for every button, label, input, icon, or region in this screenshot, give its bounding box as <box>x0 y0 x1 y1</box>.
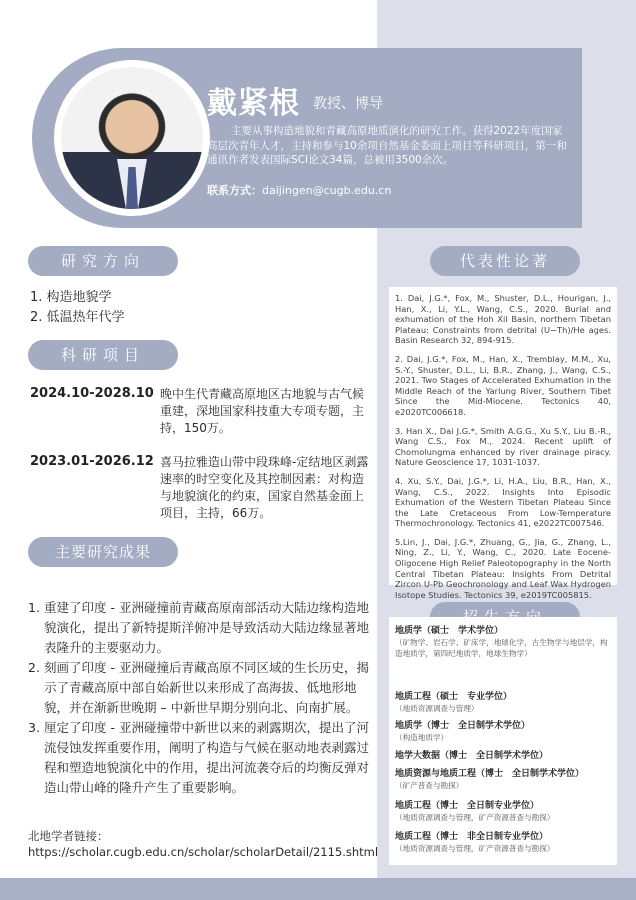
papers-heading: 代表性论著 <box>430 246 580 276</box>
list-item: 2. 低温热年代学 <box>30 310 125 325</box>
project-desc: 晚中生代青藏高原地区古地貌与古气候重建，深地国家科技重大专项专题，主持，150万。 <box>160 387 365 435</box>
person-name: 戴紧根 <box>207 86 300 121</box>
scholar-link[interactable]: https://scholar.cugb.edu.cn/scholar/scholarDetail/2115.shtml <box>28 845 379 859</box>
paper-entry: 4. Xu, S.Y., Dai, J.G.*, Li, H.A., Liu, B.R., Han, X., Wang, C.S., 2022. Insights Into Episodic Exhumation of the Western Tibetan Plateau Since the Late Cretaceous From Low-Temperature Thermochronology. Tectonics 41, e2022TC007546. <box>395 475 611 529</box>
admission-degree: 地质学（博士 全日制学术学位） <box>395 721 531 731</box>
project-date: 2024.10-2028.10 <box>30 386 154 401</box>
project-date: 2023.01-2026.12 <box>30 454 154 469</box>
admission-degree: 地质工程（博士 全日制专业学位） <box>395 801 540 811</box>
research-heading: 研究方向 <box>28 246 178 276</box>
admission-detail: （地质资源调查与管理，矿产资源普查与勘探） <box>395 813 555 822</box>
admission-panel <box>389 617 617 865</box>
person-title: 教授、博导 <box>313 96 383 112</box>
item-number: 3. <box>28 720 40 735</box>
admission-detail: （地质资源调查与管理，矿产资源普查与勘探） <box>395 844 555 853</box>
list-item: 1. 构造地貌学 <box>30 290 112 305</box>
list-item <box>28 718 373 798</box>
achievements-heading: 主要研究成果 <box>28 537 178 567</box>
item-number: 2. <box>28 660 40 675</box>
item-number: 1. <box>28 600 40 615</box>
research-list <box>30 288 125 328</box>
list-item <box>28 658 373 718</box>
admission-degree: 地质学（硕士 学术学位） <box>395 626 504 636</box>
admission-detail: （矿物学、岩石学、矿床学，地球化学，古生物学与地层学，构造地质学，第四纪地质学，地球生物学） <box>395 638 608 658</box>
papers-panel <box>389 287 617 600</box>
admission-degree: 地质工程（硕士 专业学位） <box>395 692 513 702</box>
admission-detail: （构造地质学） <box>395 733 449 742</box>
admission-degree: 地质资源与地质工程（博士 全日制学术学位） <box>395 769 585 779</box>
paper-entry: 3. Han X., Dai J.G.*, Smith A.G.G., Xu S.Y., Liu B.-R., Wang C.S., Fox M., 2024. Recent uplift of Chomolungma enhanced by river drainage piracy. Nature Geoscience 17, 1031-1037. <box>395 425 611 468</box>
paper-entry: 1. Dai, J.G.*, Fox, M., Shuster, D.L., Hourigan, J., Han, X., Li, Y.L., Wang, C.S., 2020. Burial and exhumation of the Hoh Xil Basin, northern Tibetan Plateau: Constraints from detrital (U−Th)/He ages. Basin Research 32, 894-915. <box>395 293 611 346</box>
admission-detail: （矿产普查与勘探） <box>395 781 464 790</box>
contact-label: 联系方式： <box>207 184 262 197</box>
achievements-list <box>28 598 373 798</box>
admission-item <box>395 800 615 823</box>
admission-item <box>395 720 615 743</box>
item-text: 厘定了印度 - 亚洲碰撞带中新世以来的剥露期次，提出了河流侵蚀发挥重要作用，阐明了构造与气候在驱动地表剥露过程和塑造地貌演化中的作用，提出河流袭夺后的均衡反弹对造山带山峰的隆升产生了重要影响。 <box>44 720 370 795</box>
paper-entry: 2. Dai, J.G.*, Fox, M., Han, X., Tremblay, M.M., Xu, S.-Y., Shuster, D.L., Li, B.R., Zhang, J., Wang, C.S., 2021. Two Stages of Accelerated Exhumation in the Middle Reach of the Yarlung River, Southern Tibet Since the Mid-Miocene. Tectonics 40, e2020TC006618. <box>395 353 611 417</box>
profile-photo <box>61 67 203 209</box>
bio-text: 主要从事构造地貌和青藏高原地质演化的研究工作。获得2022年度国家高层次青年人才，主持和参与10余项自然基金委面上项目等科研项目，第一和通讯作者发表国际SCI论文34篇，总被用3500余次。 <box>207 125 567 166</box>
admission-item <box>395 625 615 659</box>
item-text: 刻画了印度 - 亚洲碰撞后青藏高原不同区域的生长历史，揭示了青藏高原中部自始新世以来形成了高海拔、低地形地貌，并在渐新世晚期 – 中新世早期分别向北、向南扩展。 <box>44 660 369 715</box>
projects-heading: 科研项目 <box>28 340 178 370</box>
item-text: 重建了印度 - 亚洲碰撞前青藏高原南部活动大陆边缘构造地貌演化，提出了新特提斯洋俯冲是导致活动大陆边缘显著地表隆升的主要驱动力。 <box>44 600 370 655</box>
admission-item <box>395 691 615 714</box>
contact-line <box>207 182 391 198</box>
scholar-link-label: 北地学者链接： <box>28 829 109 843</box>
admission-item <box>395 768 615 791</box>
list-item <box>28 598 373 658</box>
admission-degree: 地学大数据（博士 全日制学术学位） <box>395 751 549 761</box>
footer-bar <box>0 878 636 900</box>
admission-item <box>395 750 615 762</box>
admission-item <box>395 831 615 854</box>
paper-entry: 5.Lin, J., Dai, J.G.*, Zhuang, G., Jia, G., Zhang, L., Ning, Z., Li, Y., Wang, C., 2020. Late Eocene-Oligocene High Relief Paleotopography in the North Central Tibetan Plateau: Insights From Detrital Zircon U-Pb Geochronology and Leaf Wax Hydrogen Isotope Studies. Tectonics 39, e2019TC005815. <box>395 536 611 600</box>
admission-detail: （地质资源调查与管理） <box>395 704 479 713</box>
admission-degree: 地质工程（博士 非全日制专业学位） <box>395 832 549 842</box>
contact-email[interactable]: daijingen@cugb.edu.cn <box>262 184 392 197</box>
project-desc: 喜马拉雅造山带中段珠峰-定结地区剥露速率的时空变化及其控制因素：对构造与地貌演化的约束，国家自然基金面上项目，主持，66万。 <box>160 455 369 520</box>
